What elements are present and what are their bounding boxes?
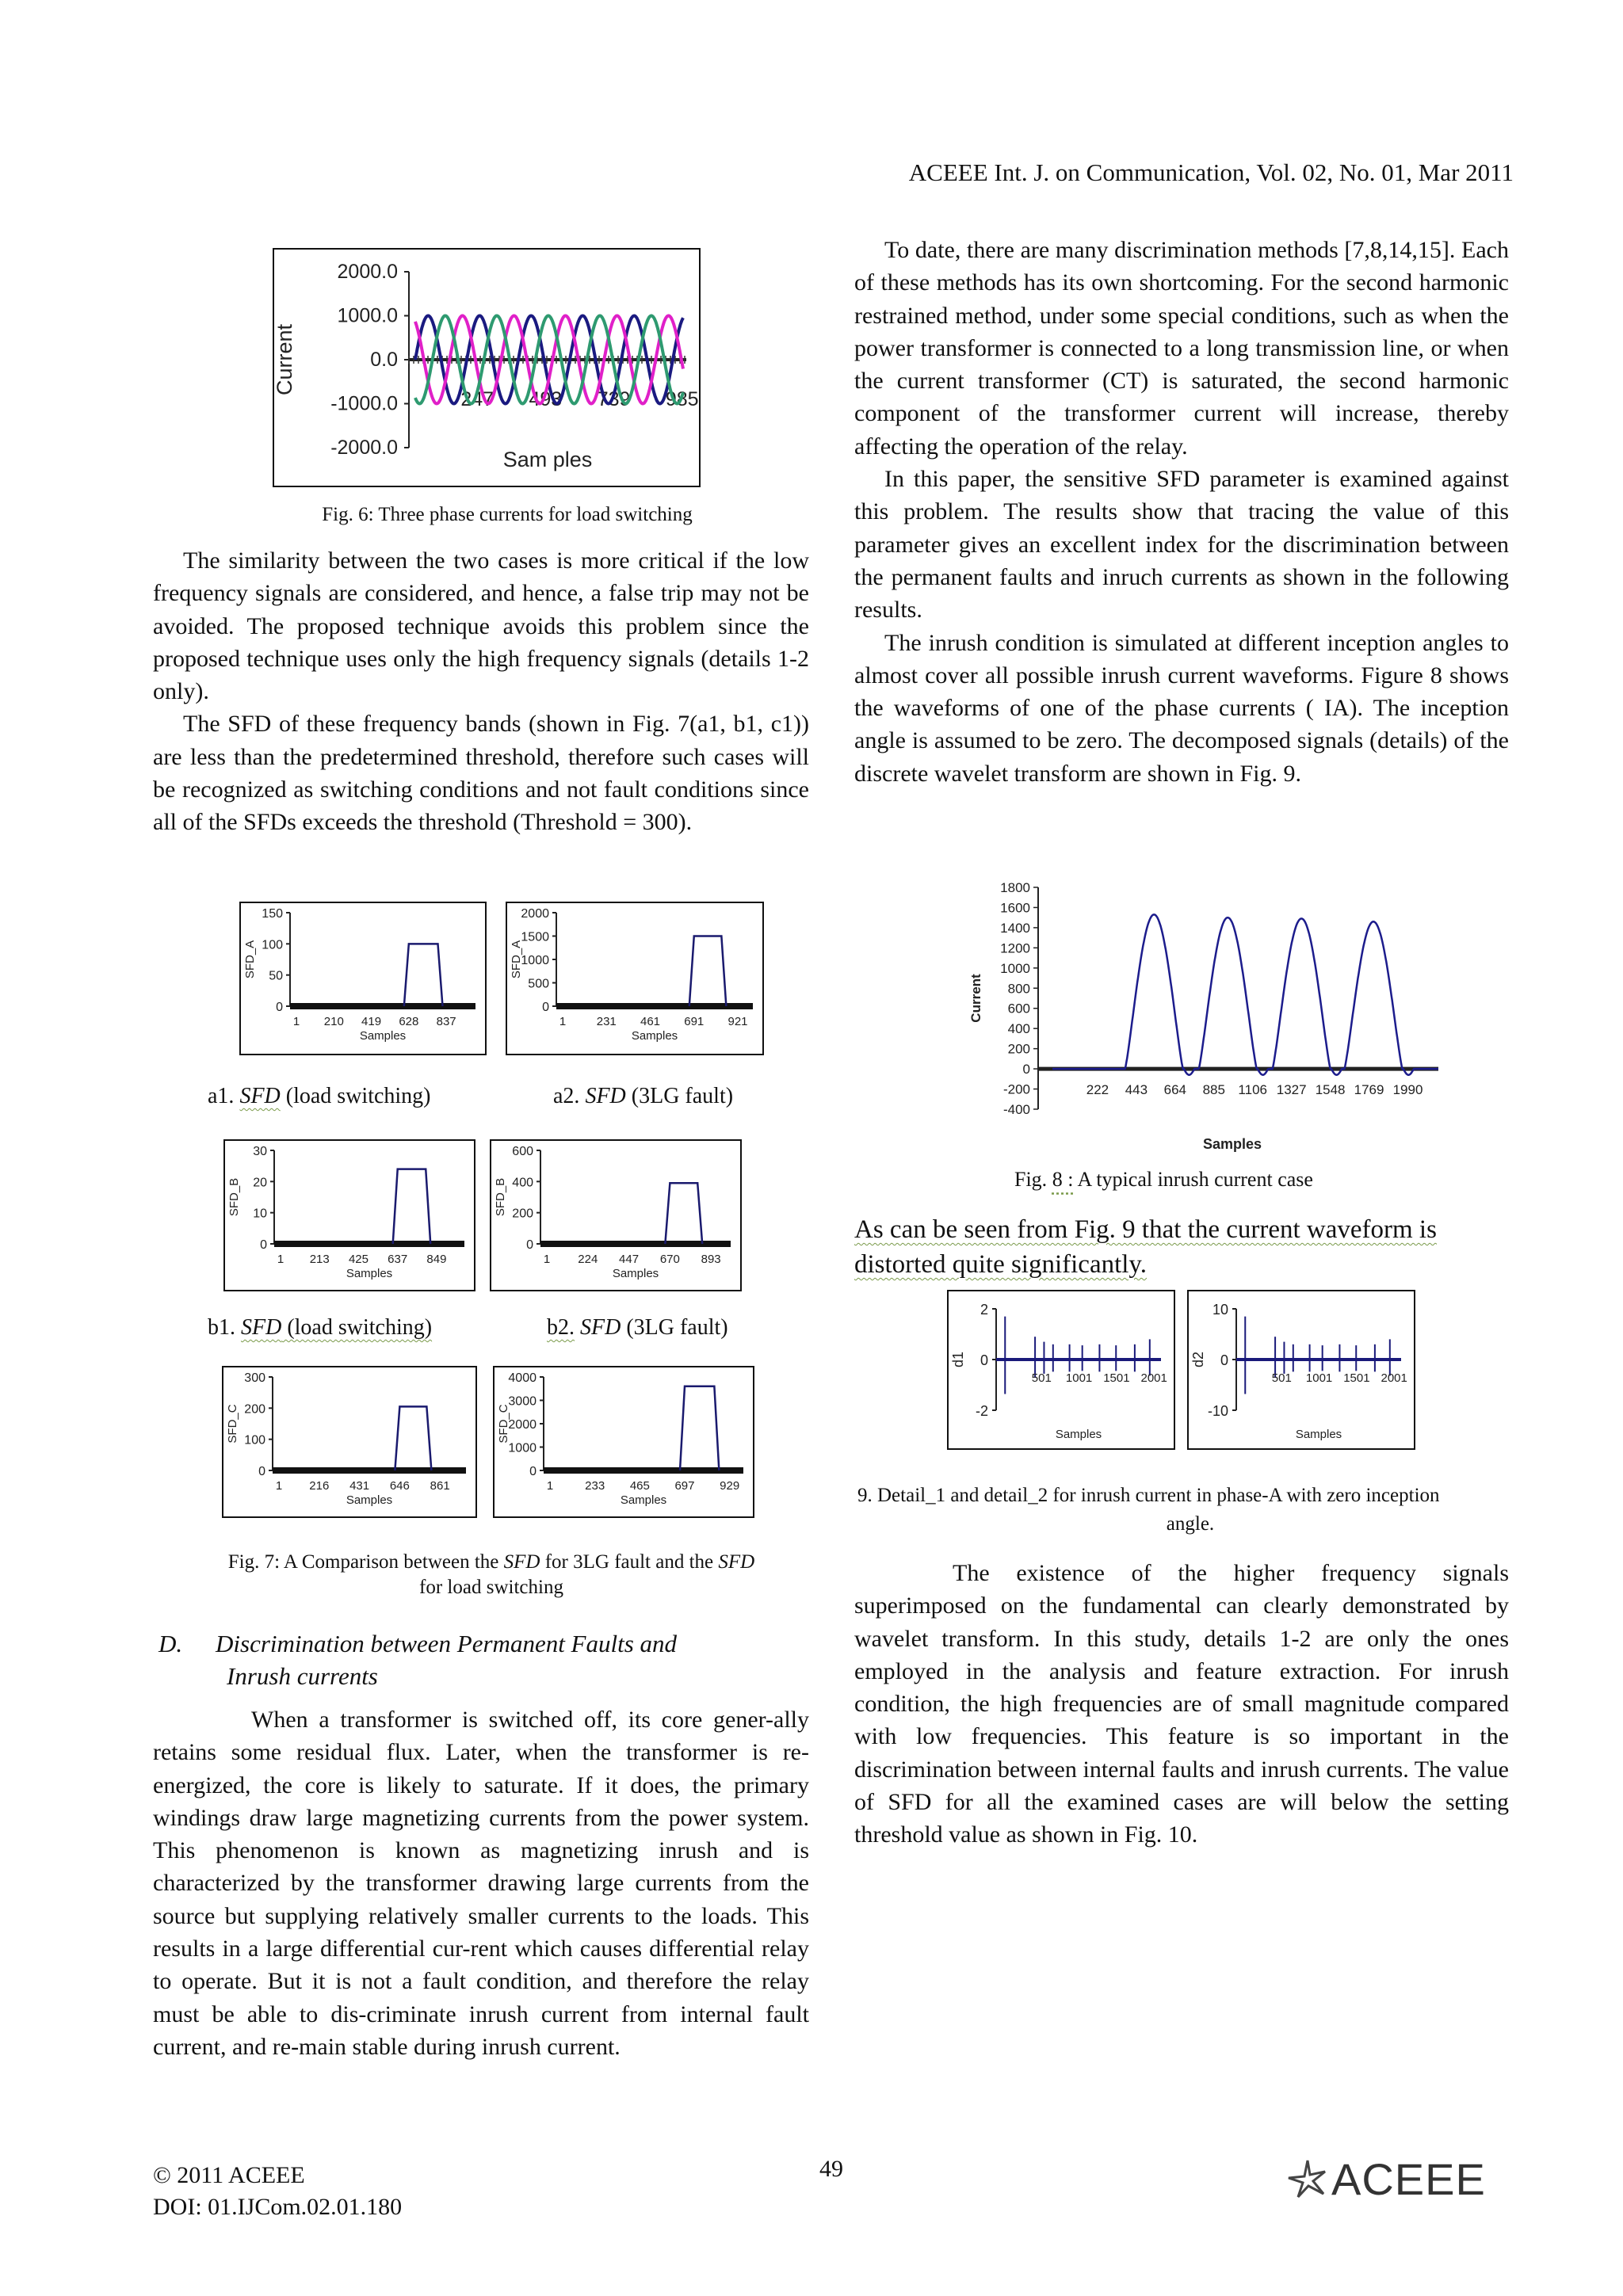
paragraph: In this paper, the sensitive SFD parameter is examined against this problem. The results show that tracing the value of this parameter gives an excellent index for the discrimination between the permanent faults and inruch currents as shown in the following results. — [854, 466, 1509, 624]
y-tick-label: 1800 — [1000, 880, 1030, 895]
y-tick-label: 0 — [526, 1238, 533, 1252]
x-tick-label: 697 — [674, 1479, 695, 1493]
y-tick-label: -1000.0 — [330, 392, 398, 415]
fig9-plot-d2 — [1189, 1291, 1414, 1448]
fig8-caption: Fig. 8 : A typical inrush current case — [1014, 1168, 1313, 1191]
left-text-block — [153, 544, 809, 839]
fig6-chart — [273, 248, 701, 487]
copyright: © 2011 ACEEE — [153, 2162, 305, 2188]
y-tick-label: 200 — [1007, 1041, 1030, 1057]
fig7-label-a2: a2. SFD (3LG fault) — [553, 1084, 734, 1108]
y-tick-label: 200 — [512, 1207, 533, 1221]
y-axis-label: SFD_B — [494, 1177, 507, 1217]
y-axis-label: Current — [968, 974, 983, 1023]
fig7-label-b1: b1. SFD (load switching) — [208, 1315, 433, 1340]
x-tick-label: 216 — [309, 1479, 330, 1493]
x-tick-label: 501 — [1271, 1371, 1292, 1385]
x-tick-label: 465 — [629, 1479, 650, 1493]
y-axis-label: SFD_B — [227, 1177, 241, 1217]
x-axis-label: Samples — [346, 1267, 393, 1280]
x-tick-label: 1769 — [1354, 1082, 1384, 1098]
x-tick-label: 425 — [348, 1253, 369, 1266]
y-tick-label: 50 — [269, 969, 283, 983]
paragraph: The SFD of these frequency bands (shown in Fig. 7(a1, b1, c1)) are less than the predetermined threshold, therefore such cases will be recognized as switching conditions and not fault conditions since all of the SFDs exceeds the threshold (Threshold = 300). — [153, 711, 809, 836]
y-tick-label: -400 — [1002, 1102, 1030, 1117]
x-axis-label: Samples — [1295, 1428, 1342, 1441]
y-tick-label: 10 — [1212, 1302, 1228, 1318]
y-tick-label: 2000 — [508, 1418, 537, 1432]
y-axis-label: SFD_A — [510, 940, 523, 979]
x-tick-label: 849 — [426, 1253, 447, 1266]
y-tick-label: 0 — [258, 1465, 265, 1478]
y-tick-label: -200 — [1002, 1081, 1030, 1097]
x-tick-label: 1327 — [1276, 1082, 1307, 1098]
x-tick-label: 1 — [543, 1253, 551, 1266]
fig9-chart-d1 — [947, 1290, 1175, 1450]
x-tick-label: 837 — [436, 1015, 456, 1028]
y-tick-label: 0 — [260, 1238, 267, 1252]
logo-text: ACEEE — [1331, 2153, 1486, 2204]
y-tick-label: 0.0 — [370, 349, 398, 371]
y-tick-label: 200 — [244, 1402, 265, 1417]
sfd-pulse-line — [404, 944, 443, 1006]
x-tick-label: 1548 — [1315, 1082, 1346, 1098]
fig7-plot-a1 — [241, 903, 485, 1054]
y-tick-label: 600 — [512, 1145, 533, 1158]
x-tick-label: 431 — [349, 1479, 370, 1493]
fig7-plot-b2 — [491, 1141, 740, 1290]
y-tick-label: -2000.0 — [330, 437, 398, 459]
fig9-caption: 9. Detail_1 and detail_2 for inrush current in phase-A with zero inception angle. — [857, 1485, 1440, 1535]
x-tick-label: 447 — [619, 1253, 640, 1266]
x-tick-label: 893 — [701, 1253, 721, 1266]
y-tick-label: 0 — [1022, 1062, 1030, 1077]
y-tick-label: 20 — [253, 1176, 267, 1190]
section-d-heading: D. Discrimination between Permanent Faults and Inrush currents — [158, 1630, 678, 1690]
section-d-text — [153, 1703, 809, 2063]
fig7-chart-c2 — [493, 1366, 754, 1518]
acee-logo — [1284, 2155, 1486, 2203]
star-logo-icon — [1284, 2157, 1331, 2200]
y-tick-label: 300 — [244, 1371, 265, 1385]
y-axis-label: SFD_C — [226, 1404, 239, 1444]
y-tick-label: 1000.0 — [337, 304, 398, 327]
y-axis-label: d2 — [1190, 1351, 1206, 1368]
y-tick-label: 10 — [253, 1207, 267, 1221]
y-axis-label: SFD_A — [243, 940, 257, 979]
fig7-chart-a2 — [506, 902, 764, 1055]
x-tick-label: 222 — [1086, 1082, 1109, 1098]
x-tick-label: 233 — [585, 1479, 605, 1493]
paragraph: The similarity between the two cases is more critical if the low frequency signals are considered, and hence, a false trip may not be avoided. The proposed technique avoids this problem since the proposed technique uses only the high frequency signals (details 1-2 only). — [153, 547, 809, 705]
inrush-current-line — [1052, 914, 1438, 1074]
x-tick-label: 1990 — [1392, 1082, 1423, 1098]
fig6-plot — [274, 250, 699, 486]
x-tick-label: 670 — [659, 1253, 680, 1266]
y-tick-label: 1000 — [1000, 960, 1030, 976]
x-tick-label: 461 — [640, 1015, 661, 1028]
fig9-intro-text: As can be seen from Fig. 9 that the current waveform is distorted quite significantly. — [854, 1215, 1437, 1279]
y-tick-label: 3000 — [508, 1394, 537, 1409]
x-tick-label: 1001 — [1305, 1371, 1333, 1385]
x-tick-label: 419 — [361, 1015, 382, 1028]
x-tick-label: 247 — [460, 388, 495, 410]
y-tick-label: 100 — [262, 938, 283, 952]
x-tick-label: 739 — [597, 388, 631, 410]
sfd-pulse-line — [665, 1183, 702, 1244]
x-tick-label: 929 — [720, 1479, 740, 1493]
x-tick-label: 1106 — [1238, 1082, 1267, 1098]
y-tick-label: -2 — [975, 1403, 988, 1419]
fig7-plot-c2 — [495, 1367, 753, 1516]
x-tick-label: 921 — [727, 1015, 748, 1028]
fig7-chart-b2 — [490, 1139, 742, 1291]
y-tick-label: 1000 — [521, 954, 549, 967]
x-tick-label: 628 — [399, 1015, 419, 1028]
sfd-pulse-line — [689, 936, 727, 1007]
fig7-plot-a2 — [507, 903, 762, 1054]
y-tick-label: 2000.0 — [337, 261, 398, 283]
x-axis-label: Samples — [346, 1493, 393, 1507]
x-axis-label: Samples — [359, 1029, 407, 1043]
y-tick-label: 0 — [980, 1352, 988, 1368]
x-tick-label: 213 — [309, 1253, 330, 1266]
fig7-chart-b1 — [223, 1139, 475, 1291]
x-axis-label: Samples — [620, 1493, 667, 1507]
y-tick-label: 100 — [244, 1433, 265, 1447]
y-tick-label: 150 — [262, 907, 283, 921]
x-tick-label: 224 — [578, 1253, 598, 1266]
fig7-plot-c1 — [223, 1367, 475, 1516]
x-tick-label: 493 — [529, 388, 563, 410]
fig9-plot-d1 — [949, 1291, 1174, 1448]
x-tick-label: 985 — [665, 388, 699, 410]
x-tick-label: 443 — [1125, 1082, 1148, 1098]
x-tick-label: 1501 — [1343, 1371, 1370, 1385]
sfd-pulse-line — [393, 1169, 431, 1244]
right-text-block — [854, 234, 1509, 790]
running-header: ACEEE Int. J. on Communication, Vol. 02, No. 01, Mar 2011 — [908, 158, 1514, 186]
y-tick-label: 4000 — [508, 1371, 537, 1385]
y-tick-label: 0 — [529, 1465, 537, 1478]
paragraph: When a transformer is switched off, its core gener-ally retains some residual flux. Later, when the transformer is re-energized, the core is likely to saturate. If it does, the primary windings draw large magnetizing currents from the power system. This phenomenon is known as magnetizing inrush and is characterized by the transformer drawing large currents from the source but supplying relatively smaller currents to the loads. This results in a large differential cur-rent which causes differential relay to operate. But it is not a fault condition, and therefore the relay must be able to dis-criminate inrush current from internal fault current, and re-main stable during inrush current. — [153, 1707, 809, 2060]
x-tick-label: 1 — [277, 1253, 285, 1266]
y-tick-label: 500 — [528, 977, 549, 991]
page-number: 49 — [819, 2156, 843, 2182]
x-tick-label: 501 — [1031, 1371, 1052, 1385]
sfd-pulse-line — [395, 1406, 431, 1470]
paragraph: The existence of the higher frequency signals superimposed on the fundamental can clearly demonstrated by wavelet transform. In this study, details 1-2 are only the ones employed in the analysis and feature extraction. For inrush condition, the high frequencies are of small magnitude compared with low frequencies. This feature is so important in the discrimination between internal faults and inrush currents. The value of SFD for all the examined cases are will below the setting threshold value as shown in Fig. 10. — [854, 1560, 1509, 1848]
x-tick-label: 1 — [559, 1015, 567, 1028]
y-tick-label: 1200 — [1000, 940, 1030, 956]
fig9-chart-d2 — [1187, 1290, 1415, 1450]
y-tick-label: 1500 — [521, 930, 549, 944]
x-tick-label: 1 — [546, 1479, 554, 1493]
x-axis-label: Sam ples — [502, 448, 593, 471]
footer-left — [153, 2160, 402, 2223]
y-tick-label: 0 — [1220, 1352, 1228, 1368]
x-tick-label: 885 — [1202, 1082, 1225, 1098]
fig7-caption: Fig. 7: A Comparison between the SFD for 3LG fault and the SFD for load switching — [227, 1551, 755, 1598]
x-axis-label: Samples — [1055, 1428, 1102, 1441]
x-tick-label: 861 — [430, 1479, 450, 1493]
x-axis-label: Samples — [612, 1267, 659, 1280]
doi: DOI: 01.IJCom.02.01.180 — [153, 2194, 403, 2220]
x-tick-label: 2001 — [1140, 1371, 1167, 1385]
x-tick-label: 1 — [275, 1479, 283, 1493]
x-tick-label: 231 — [596, 1015, 617, 1028]
x-tick-label: 1 — [292, 1015, 300, 1028]
fig7-chart-c1 — [222, 1366, 477, 1518]
x-tick-label: 664 — [1163, 1082, 1187, 1098]
y-tick-label: -10 — [1207, 1403, 1228, 1419]
x-tick-label: 210 — [323, 1015, 344, 1028]
y-axis-label: SFD_C — [497, 1404, 510, 1444]
y-tick-label: 1600 — [1000, 900, 1030, 916]
x-tick-label: 2001 — [1381, 1371, 1407, 1385]
y-tick-label: 1400 — [1000, 920, 1030, 936]
x-tick-label: 1501 — [1103, 1371, 1130, 1385]
x-tick-label: 646 — [389, 1479, 410, 1493]
fig7-chart-a1 — [239, 902, 487, 1055]
paragraph: The inrush condition is simulated at different inception angles to almost cover all possible inrush current waveforms. Figure 8 shows the waveforms of one of the phase currents ( IA). The inception angle is assumed to be zero. The decomposed signals (details) of the discrete wavelet transform are shown in Fig. 9. — [854, 629, 1509, 787]
y-tick-label: 30 — [253, 1145, 267, 1158]
fig7-label-b2: b2. SFD (3LG fault) — [547, 1315, 728, 1340]
fig6-caption: Fig. 6: Three phase currents for load switching — [322, 504, 693, 525]
x-tick-label: 691 — [684, 1015, 705, 1028]
fig8-plot — [963, 878, 1454, 1155]
x-axis-label: Samples — [1202, 1136, 1262, 1152]
y-axis-label: Current — [274, 323, 296, 396]
y-tick-label: 400 — [1007, 1021, 1030, 1037]
y-tick-label: 2 — [980, 1302, 988, 1318]
y-tick-label: 0 — [542, 1001, 549, 1014]
x-tick-label: 1001 — [1065, 1371, 1093, 1385]
right-final-text — [854, 1557, 1509, 1852]
fig7-plot-b1 — [225, 1141, 474, 1290]
y-tick-label: 0 — [276, 1001, 283, 1014]
x-tick-label: 637 — [388, 1253, 408, 1266]
y-tick-label: 600 — [1007, 1001, 1030, 1016]
sfd-pulse-line — [680, 1386, 719, 1470]
paragraph: To date, there are many discrimination methods [7,8,14,15]. Each of these methods has its own shortcoming. For the second harmonic restrained method, under some special conditions, such as when the power transformer is connected to a long transmission line, or when the current transformer (CT) is saturated, the second harmonic component of the transformer current will increase, thereby affecting the operation of the relay. — [854, 237, 1509, 460]
y-axis-label: d1 — [950, 1351, 966, 1368]
y-tick-label: 1000 — [508, 1441, 537, 1455]
y-tick-label: 800 — [1007, 981, 1030, 997]
y-tick-label: 400 — [512, 1176, 533, 1190]
fig8-chart — [963, 878, 1454, 1155]
x-axis-label: Samples — [631, 1029, 678, 1043]
fig7-label-a1: a1. SFD (load switching) — [208, 1084, 431, 1108]
y-tick-label: 2000 — [521, 907, 549, 921]
